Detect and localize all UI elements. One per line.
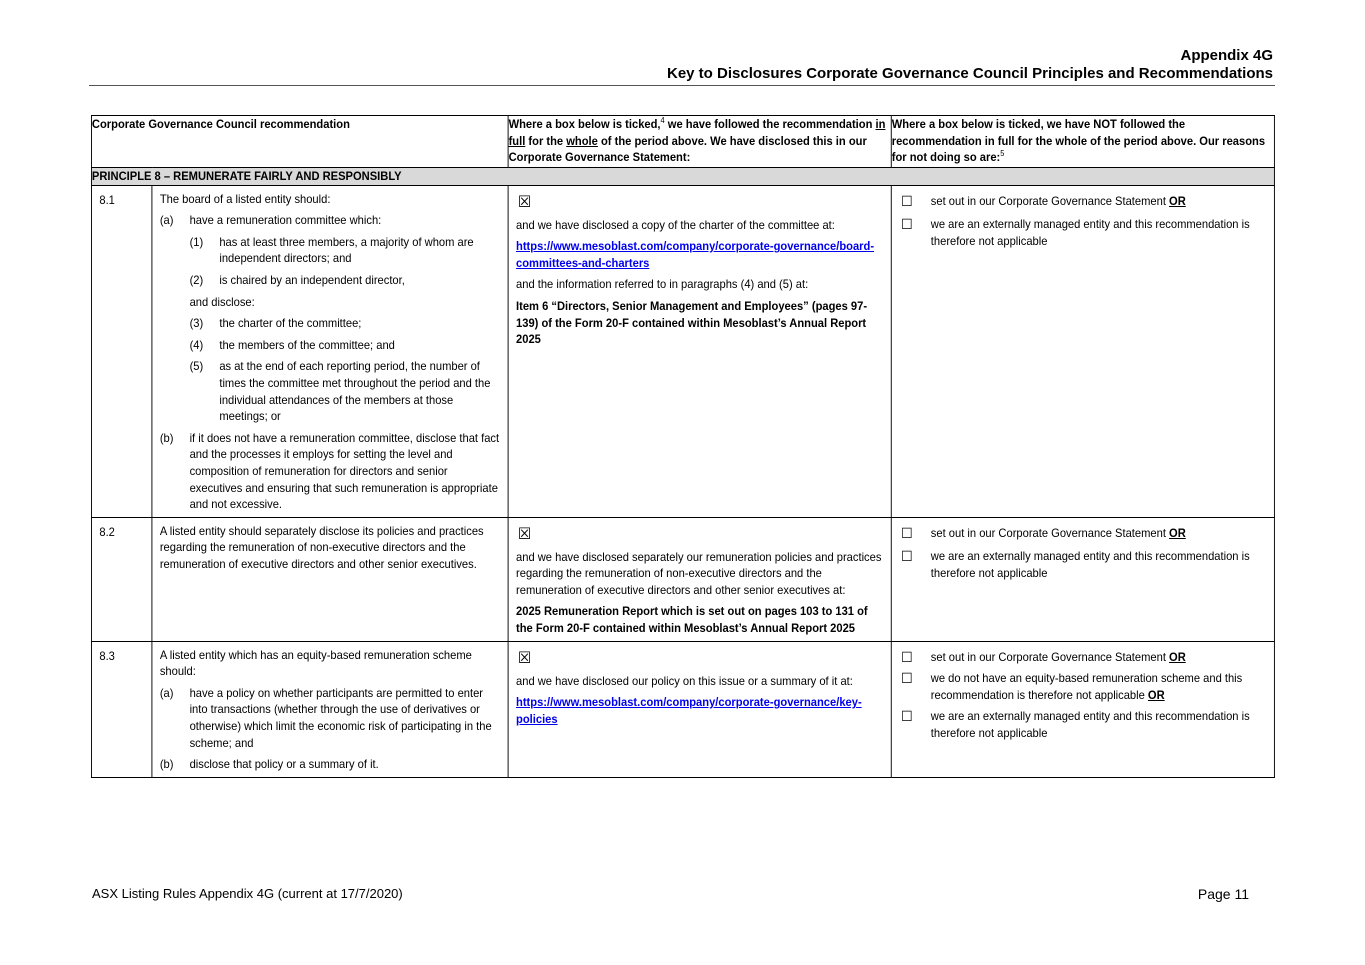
col-header-followed: Where a box below is ticked,$^4$ we have followed the recommendation in full for the whole of the period above. We have disclosed this in our Corporate Governance Statement: <box>508 116 891 168</box>
recommendation-number: 8.3 <box>91 641 151 777</box>
header-divider <box>89 85 1275 86</box>
not-followed-cell: ☐ set out in our Corporate Governance Statement OR ☐ we do not have an equity-based remuneration scheme and this recommendation is therefore not applicable OR ☐ we are an externally managed entity and this recommendation is therefore not applicable <box>891 641 1274 777</box>
table-row <box>91 517 1274 641</box>
ticked-checkbox-icon[interactable]: ☒ <box>517 193 532 211</box>
header-title: Appendix 4G <box>1180 47 1273 64</box>
page-number: Page 11 <box>1197 886 1249 902</box>
col-header-not-followed: Where a box below is ticked, we have NOT followed the recommendation in full for the whole of the period above. Our reasons for not doing so are:$^5$ <box>891 116 1274 168</box>
table-row <box>91 641 1274 777</box>
unticked-checkbox-icon[interactable]: ☐ <box>901 670 913 687</box>
unticked-checkbox-icon[interactable]: ☐ <box>901 708 913 725</box>
recommendation-text: The board of a listed entity should: (a) have a remuneration committee which: (1) has at least three members, a majority of whom are independent directors; and (2) is chaired by an independent director, and disclose: (3) the charter of the committee; (4) the members of the committee; and (5) as at the end of each reporting period, the number of times the committee met throughout the period and the individual attendances of the members at those meetings; or (b) if it does not have a remuneration committee, disclose that fact and the processes it employs for setting the level and composition of remuneration for directors and senior executives and ensuring that such remuneration is appropriate and not excessive. <box>152 185 508 517</box>
recommendation-number: 8.2 <box>91 517 151 641</box>
unticked-checkbox-icon[interactable]: ☐ <box>901 192 913 209</box>
recommendation-number: 8.1 <box>91 185 151 517</box>
footer-source: ASX Listing Rules Appendix 4G (current at 17/7/2020) <box>92 886 403 901</box>
principle-heading: PRINCIPLE 8 – REMUNERATE FAIRLY AND RESPONSIBLY <box>91 168 1274 186</box>
not-followed-cell: ☐ set out in our Corporate Governance Statement OR ☐ we are an externally managed entity and this recommendation is therefore not applicable <box>891 185 1274 517</box>
key-policies-link[interactable]: https://www.mesoblast.com/company/corporate-governance/key-policies <box>516 695 862 726</box>
followed-cell: ☒ and we have disclosed a copy of the charter of the committee at: https://www.mesoblast.com/company/corporate-governance/board-committees-and-charters and the information referred to in paragraphs (4) and (5) at: Item 6 “Directors, Senior Management and Employees” (pages 97-139) of the Form 20-F contained within Mesoblast’s Annual Report 2025 <box>508 185 891 517</box>
unticked-checkbox-icon[interactable]: ☐ <box>901 648 913 665</box>
unticked-checkbox-icon[interactable]: ☐ <box>901 216 913 233</box>
followed-cell: ☒ and we have disclosed our policy on this issue or a summary of it at: https://www.mesoblast.com/company/corporate-governance/key-policies <box>508 641 891 777</box>
recommendation-text: A listed entity should separately disclose its policies and practices regarding the remuneration of non-executive directors and the remuneration of executive directors and other senior executives. <box>152 517 508 641</box>
followed-cell: ☒ and we have disclosed separately our remuneration policies and practices regarding the remuneration of non-executive directors and the remuneration of executive directors and other senior executives at: 2025 Remuneration Report which is set out on pages 103 to 131 of the Form 20-F contained within Mesoblast’s Annual Report 2025 <box>508 517 891 641</box>
unticked-checkbox-icon[interactable]: ☐ <box>901 524 913 541</box>
col-header-recommendation: Corporate Governance Council recommendation <box>91 116 508 168</box>
header-subtitle: Key to Disclosures Corporate Governance Council Principles and Recommendations <box>667 65 1273 82</box>
page-header <box>273 47 1273 83</box>
unticked-checkbox-icon[interactable]: ☐ <box>901 548 913 565</box>
not-followed-cell: ☐ set out in our Corporate Governance Statement OR ☐ we are an externally managed entity and this recommendation is therefore not applicable <box>891 517 1274 641</box>
table-header-row <box>91 116 1274 168</box>
ticked-checkbox-icon[interactable]: ☒ <box>517 525 532 543</box>
principle-row <box>91 168 1274 186</box>
ticked-checkbox-icon[interactable]: ☒ <box>517 649 532 667</box>
recommendation-text: A listed entity which has an equity-based remuneration scheme should: (a) have a policy on whether participants are permitted to enter into transactions (whether through the use of derivatives or otherwise) which limit the economic risk of participating in the scheme; and (b) disclose that policy or a summary of it. <box>152 641 508 777</box>
governance-table <box>91 115 1275 778</box>
charter-link[interactable]: https://www.mesoblast.com/company/corporate-governance/board-committees-and-charters <box>516 239 875 270</box>
table-row <box>91 185 1274 517</box>
